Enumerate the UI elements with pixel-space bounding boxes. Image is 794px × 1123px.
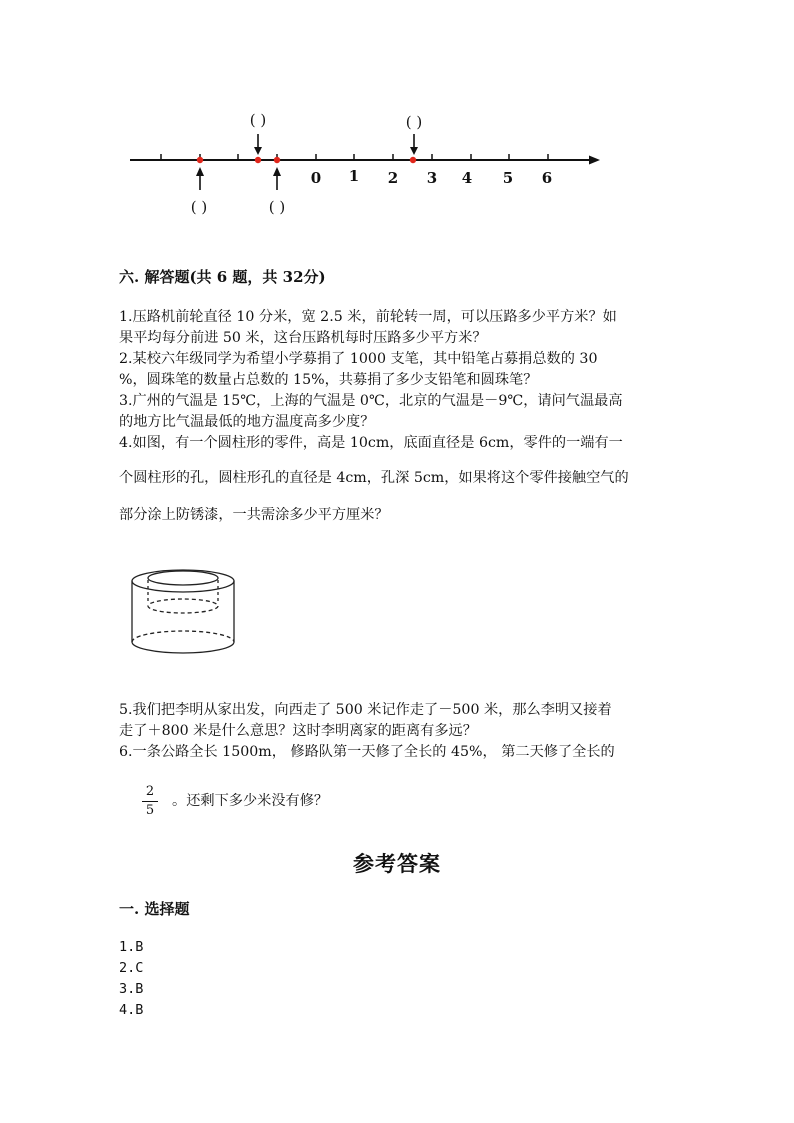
up-arrow-icon xyxy=(196,167,204,176)
answers-section-title: 一. 选择题 xyxy=(119,900,190,918)
point-d xyxy=(410,157,416,163)
question-2-line-1: 2.某校六年级同学为希望小学募捐了 1000 支笔，其中铅笔占募捐总数的 30 xyxy=(119,351,598,367)
tick-label: 1 xyxy=(348,167,360,185)
hole-bottom-ellipse xyxy=(148,599,218,613)
outer-bottom-arc xyxy=(132,642,234,653)
point-b xyxy=(255,157,261,163)
hole-top-ellipse xyxy=(148,571,218,585)
question-3-line-2: 的地方比气温最低的地方温度高多少度？ xyxy=(119,414,375,430)
answer-blank: ( ) xyxy=(249,111,267,129)
point-a xyxy=(197,157,203,163)
question-1-line-2: 果平均每分前进 50 米，这台压路机每时压路多少平方米？ xyxy=(119,330,487,346)
answer-item: 3.B xyxy=(119,981,144,997)
tick-label: 3 xyxy=(426,169,438,187)
number-line-figure xyxy=(0,0,794,230)
tick-label: 2 xyxy=(387,169,399,187)
outer-top-ellipse xyxy=(132,570,234,592)
fraction xyxy=(140,784,160,819)
answers-title: 参考答案 xyxy=(353,851,441,876)
tick-label: 6 xyxy=(541,169,553,187)
answer-item: 2.C xyxy=(119,960,144,976)
section-title: 六. 解答题(共 6 题，共 32分) xyxy=(119,268,326,286)
fraction-denominator: 5 xyxy=(145,803,155,818)
answer-blank: ( ) xyxy=(268,198,286,216)
question-4-line-3: 部分涂上防锈漆，一共需涂多少平方厘米？ xyxy=(119,507,389,523)
down-arrow-icon xyxy=(254,147,262,155)
question-1-line-1: 1.压路机前轮直径 10 分米，宽 2.5 米，前轮转一周，可以压路多少平方米？如 xyxy=(119,309,617,325)
fraction-numerator: 2 xyxy=(145,784,155,799)
question-4-line-1: 4.如图，有一个圆柱形的零件，高是 10cm，底面直径是 6cm，零件的一端有一 xyxy=(119,435,623,451)
outer-bottom-hidden-arc xyxy=(132,631,234,642)
question-5-line-1: 5.我们把李明从家出发，向西走了 500 米记作走了－500 米，那么李明又接着 xyxy=(119,702,612,718)
answer-blank: ( ) xyxy=(190,198,208,216)
number-line-arrowhead xyxy=(589,156,600,165)
down-arrow-icon xyxy=(410,147,418,155)
answer-item: 4.B xyxy=(119,1002,144,1018)
answer-blank: ( ) xyxy=(405,113,423,131)
cylinder-figure xyxy=(125,560,245,660)
tick-label: 5 xyxy=(502,169,514,187)
question-2-line-2: %，圆珠笔的数量占总数的 15%，共募捐了多少支铅笔和圆珠笔？ xyxy=(119,372,538,388)
point-c xyxy=(274,157,280,163)
question-6-line-1: 6.一条公路全长 1500m， 修路队第一天修了全长的 45%， 第二天修了全长的 xyxy=(119,744,615,760)
up-arrow-icon xyxy=(273,167,281,176)
question-6-line-2: 。还剩下多少米没有修？ xyxy=(172,793,329,809)
question-4-line-2: 个圆柱形的孔，圆柱形孔的直径是 4cm，孔深 5cm，如果将这个零件接触空气的 xyxy=(119,470,629,486)
question-5-line-2: 走了＋800 米是什么意思？这时李明离家的距离有多远？ xyxy=(119,723,477,739)
tick-label: 0 xyxy=(310,169,322,187)
answer-item: 1.B xyxy=(119,939,144,955)
question-3-line-1: 3.广州的气温是 15℃，上海的气温是 0℃，北京的气温是－9℃，请问气温最高 xyxy=(119,393,623,409)
tick-label: 4 xyxy=(461,169,473,187)
fraction-bar xyxy=(142,801,158,802)
